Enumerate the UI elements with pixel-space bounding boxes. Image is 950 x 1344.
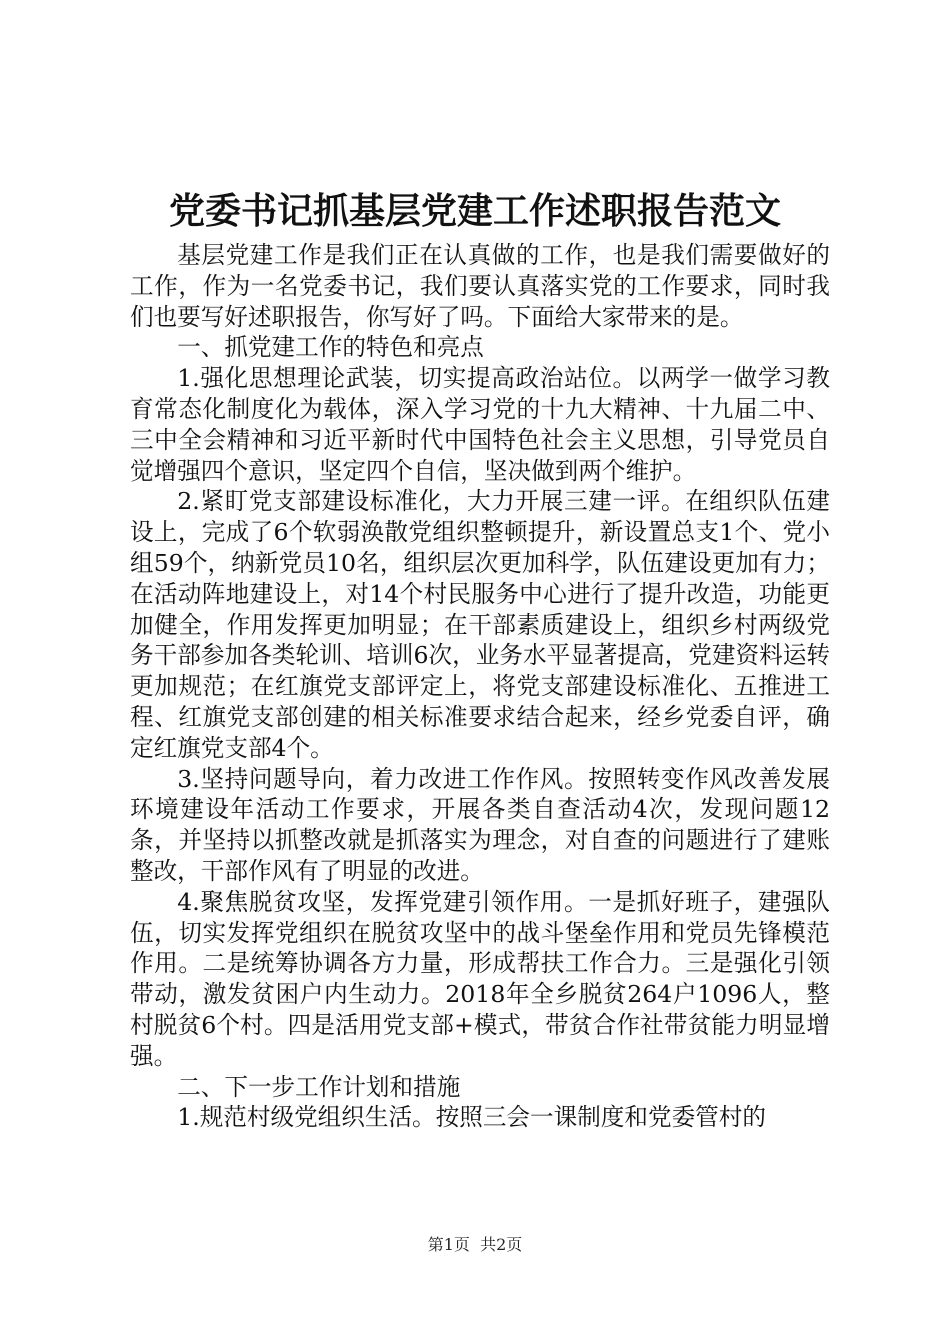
document-title: 党委书记抓基层党建工作述职报告范文 [168, 190, 781, 232]
paragraph-item-4: 4.聚焦脱贫攻坚，发挥党建引领作用。一是抓好班子，建强队伍，切实发挥党组织在脱贫攻坚中的战斗堡垒作用和党员先锋模范作用。二是统筹协调各方力量，形成帮扶工作合力。三是强化引领带动，激发贫困户内生动力。2018年全乡脱贫264户1096人，整村脱贫6个村。四是活用党支部+模式，带贫合作社带贫能力明显增强。 [130, 887, 830, 1070]
paragraph-item-2: 2.紧盯党支部建设标准化，大力开展三建一评。在组织队伍建设上，完成了6个软弱涣散党组织整顿提升，新设置总支1个、党小组59个，纳新党员10名，组织层次更加科学，队伍建设更加有力；在活动阵地建设上，对14个村民服务中心进行了提升改造，功能更加健全，作用发挥更加明显；在干部素质建设上，组织乡村两级党务干部参加各类轮训、培训6次，业务水平显著提高，党建资料运转更加规范；在红旗党支部评定上，将党支部建设标准化、五推进工程、红旗党支部创建的相关标准要求结合起来，经乡党委自评，确定红旗党支部4个。 [130, 487, 830, 762]
section-heading-1: 一、抓党建工作的特色和亮点 [177, 333, 484, 362]
paragraph-plan-1: 1.规范村级党组织生活。按照三会一课制度和党委管村的 [177, 1103, 766, 1132]
section-heading-2: 二、下一步工作计划和措施 [177, 1072, 461, 1101]
document-body [130, 240, 830, 1133]
intro-paragraph: 基层党建工作是我们正在认真做的工作，也是我们需要做好的工作，作为一名党委书记，我们要认真落实党的工作要求，同时我们也要写好述职报告，你写好了吗。下面给大家带来的是。 [130, 241, 830, 331]
paragraph-item-3: 3.坚持问题导向，着力改进工作作风。按照转变作风改善发展环境建设年活动工作要求，开展各类自查活动4次，发现问题12条，并坚持以抓整改就是抓落实为理念，对自查的问题进行了建账整改，干部作风有了明显的改进。 [130, 764, 830, 885]
paragraph-item-1: 1.强化思想理论武装，切实提高政治站位。以两学一做学习教育常态化制度化为载体，深入学习党的十九大精神、十九届二中、三中全会精神和习近平新时代中国特色社会主义思想，引导党员自觉增强四个意识，坚定四个自信，坚决做到两个维护。 [130, 364, 830, 485]
page-number-footer: 第1页 共2页 [427, 1235, 523, 1254]
